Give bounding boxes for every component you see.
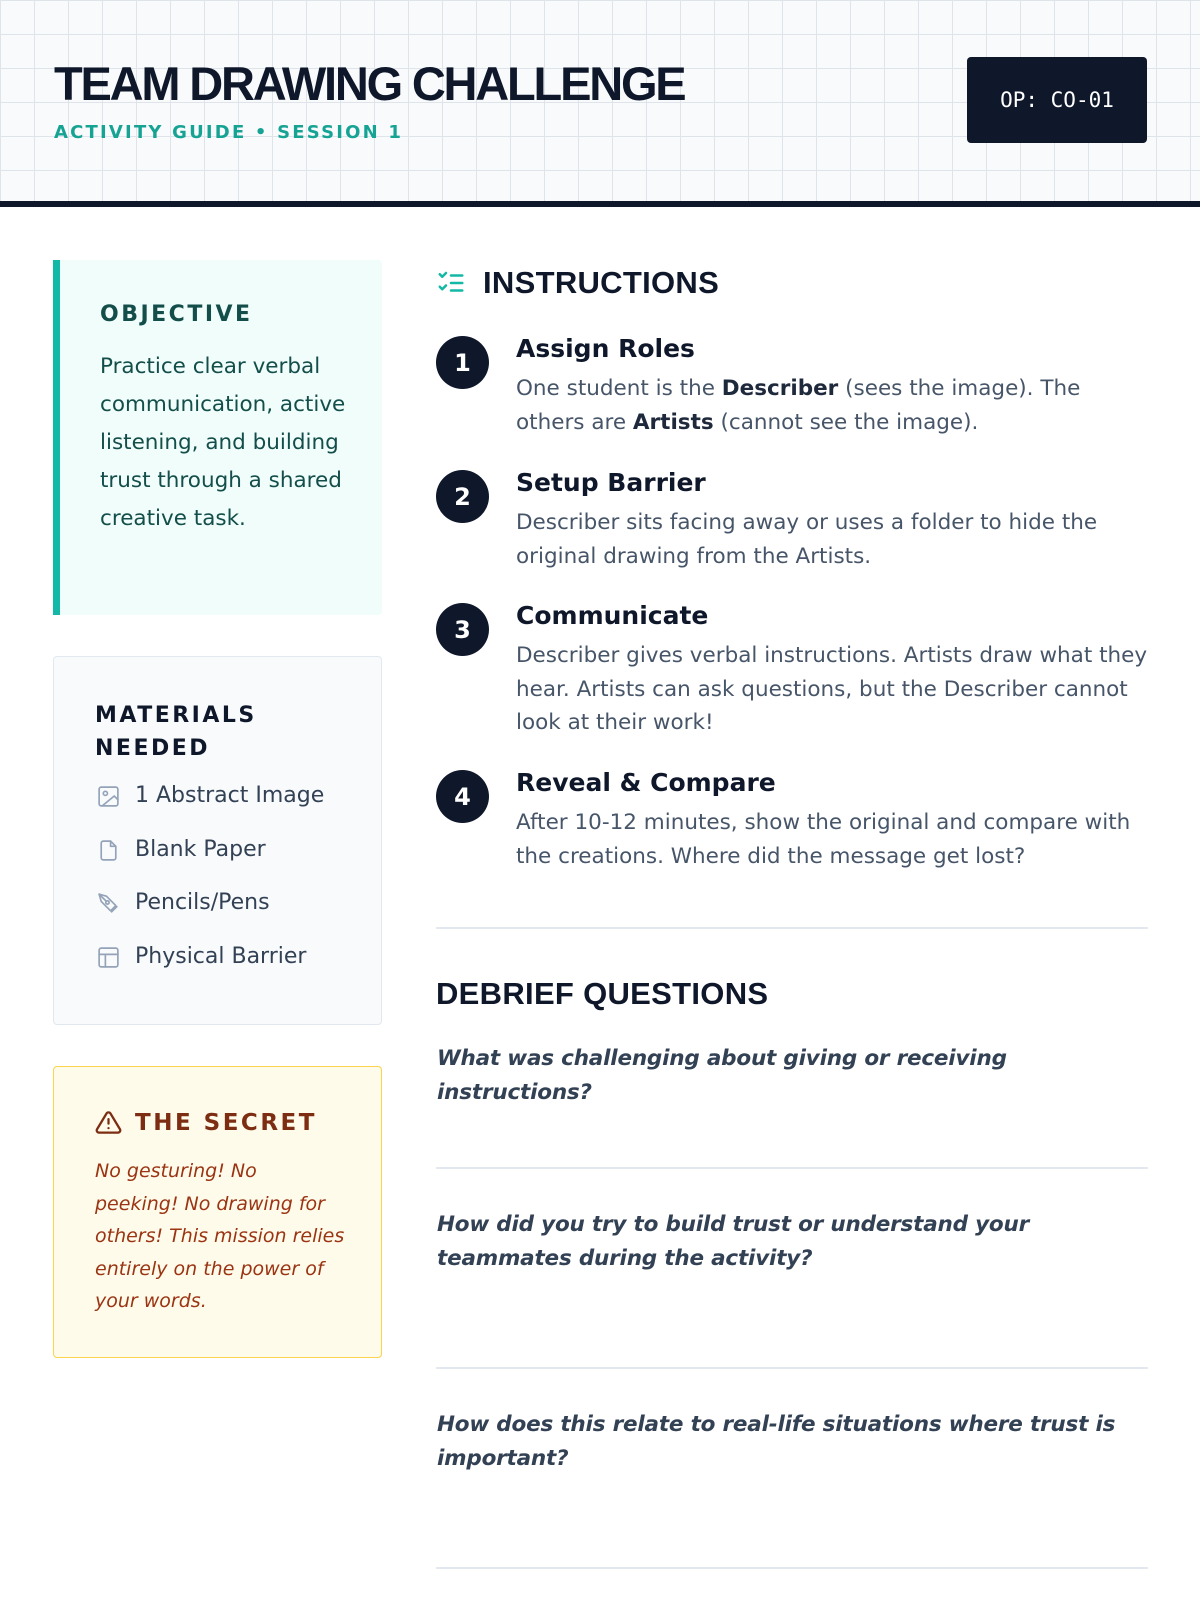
secret-heading: THE SECRET	[135, 1109, 317, 1136]
step-title: Assign Roles	[516, 334, 695, 363]
warning-icon	[95, 1109, 122, 1136]
question-divider	[436, 1367, 1148, 1369]
material-label: 1 Abstract Image	[135, 783, 325, 808]
material-label: Pencils/Pens	[135, 890, 270, 915]
materials-card	[53, 656, 382, 1025]
materials-list	[96, 783, 324, 997]
list-item	[96, 890, 324, 944]
instructions-header	[436, 265, 719, 301]
material-label: Physical Barrier	[135, 943, 307, 969]
op-code-badge: OP: CO-01	[967, 57, 1147, 143]
layout-icon	[96, 945, 121, 970]
checklist-icon	[436, 268, 466, 298]
objective-card	[53, 260, 382, 615]
instructions-heading: INSTRUCTIONS	[483, 265, 720, 300]
image-icon	[96, 784, 121, 809]
debrief-question: How did you try to build trust or understand your teammates during the activity?	[437, 1212, 1030, 1271]
step-number-badge: 4	[436, 770, 489, 823]
page-subtitle: ACTIVITY GUIDE • SESSION 1	[54, 122, 404, 143]
pen-tool-icon	[96, 891, 121, 916]
step-description: One student is the Describer (sees the image). The others are Artists (cannot see the image).	[516, 376, 1081, 435]
question-divider	[436, 1167, 1148, 1169]
step-description: After 10-12 minutes, show the original and compare with the creations. Where did the message get lost?	[516, 810, 1131, 869]
question-divider	[436, 1567, 1148, 1569]
step-number-badge: 2	[436, 470, 489, 523]
step-description: Describer sits facing away or uses a folder to hide the original drawing from the Artists.	[516, 510, 1098, 569]
materials-heading: MATERIALS NEEDED	[95, 703, 257, 761]
step-description: Describer gives verbal instructions. Artists draw what they hear. Artists can ask questions, but the Describer cannot look at their work!	[516, 643, 1148, 735]
section-divider	[436, 927, 1148, 929]
list-item	[96, 944, 324, 998]
step-number-badge: 1	[436, 336, 489, 389]
step-title: Communicate	[516, 601, 709, 630]
step-title: Reveal & Compare	[516, 768, 776, 797]
step-title: Setup Barrier	[516, 468, 706, 497]
material-label: Blank Paper	[135, 836, 266, 862]
page-title: TEAM DRAWING CHALLENGE	[54, 57, 685, 110]
step-number-badge: 3	[436, 603, 489, 656]
list-item	[96, 783, 324, 837]
secret-header	[95, 1109, 317, 1136]
file-icon	[96, 838, 121, 863]
secret-card	[53, 1066, 382, 1358]
objective-heading: OBJECTIVE	[100, 302, 253, 327]
list-item	[96, 837, 324, 891]
debrief-heading: DEBRIEF QUESTIONS	[436, 976, 769, 1011]
debrief-question: What was challenging about giving or receiving instructions?	[437, 1046, 1007, 1105]
secret-text: No gesturing! No peeking! No drawing for others! This mission relies entirely on the power of your words.	[95, 1160, 345, 1312]
debrief-question: How does this relate to real-life situations where trust is important?	[437, 1412, 1116, 1471]
page-header	[0, 0, 1200, 207]
objective-text: Practice clear verbal communication, active listening, and building trust through a shared creative task.	[100, 354, 346, 531]
